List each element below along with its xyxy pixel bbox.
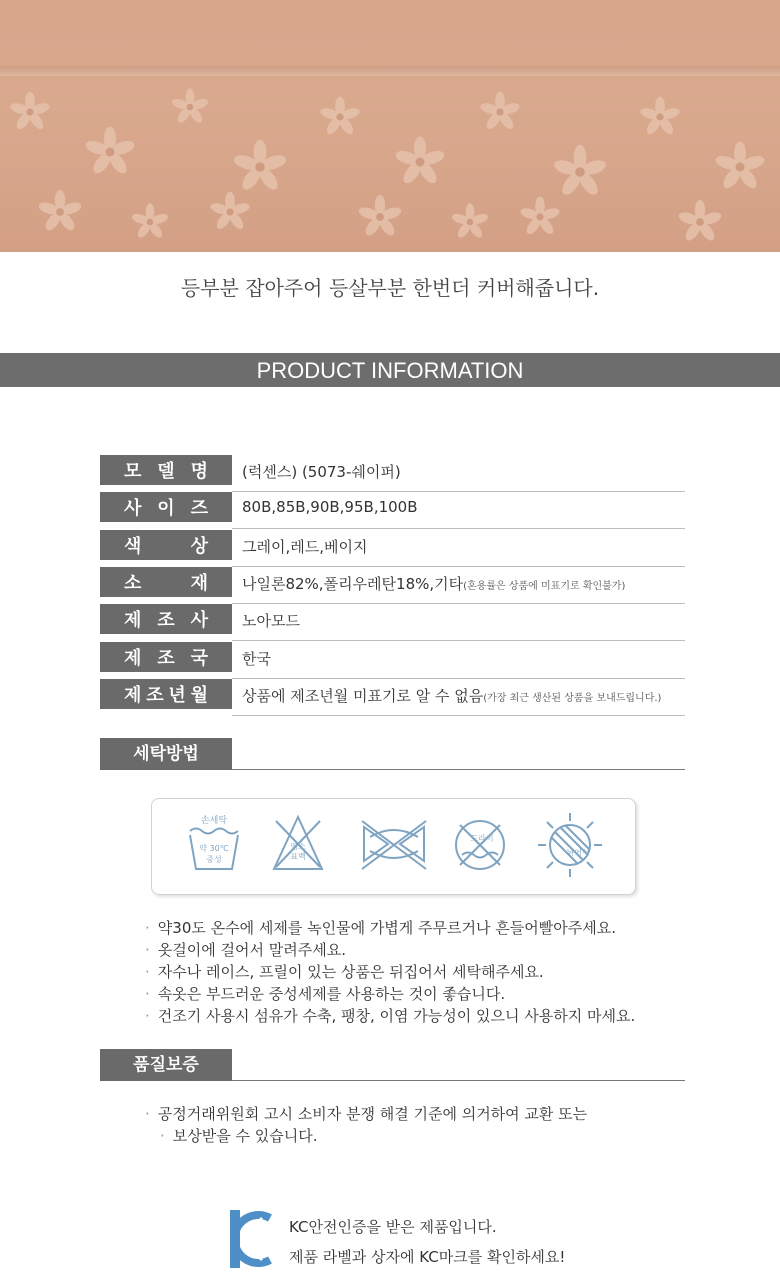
wash-note: · 건조기 사용시 섬유가 수축, 팽창, 이염 가능성이 있으니 사용하지 마세요. [145, 1005, 635, 1026]
spec-label-char: 년 [168, 685, 186, 706]
kc-text-line2: 제품 라벨과 상자에 KC마크를 확인하세요! [289, 1248, 566, 1266]
washing-title: 세탁방법 [100, 738, 232, 770]
spec-label-char: 제 [124, 648, 142, 669]
spec-label-char: 월 [190, 685, 208, 706]
no-bleach-icon [274, 817, 322, 869]
spec-label-char: 델 [157, 461, 175, 482]
spec-label [100, 604, 232, 634]
spec-value-text: 나일론82%,폴리우레탄18%,기타 [242, 575, 464, 593]
spec-label-char: 조 [146, 685, 164, 706]
lace-pattern [0, 72, 780, 252]
spec-value-text: 그레이,레드,베이지 [242, 538, 368, 556]
spec-note: (가장 최근 생산된 상품을 보내드립니다.) [483, 693, 662, 704]
chlorine-label: 염소 [290, 842, 306, 851]
spec-value-text: 노아모드 [242, 612, 300, 630]
kc-mark-icon [228, 1208, 272, 1270]
spec-label-char: 조 [157, 610, 175, 631]
spec-label [100, 567, 232, 597]
no-dry-clean-icon [456, 821, 504, 869]
spec-label-char: 사 [190, 610, 208, 631]
spec-value-text: 상품에 제조년월 미표기로 알 수 없음 [242, 687, 484, 705]
quality-note: · 공정거래위원회 고시 소비자 분쟁 해결 기준에 의거하여 교환 또는 [145, 1103, 587, 1124]
spec-label-char: 명 [190, 461, 208, 482]
spec-label-char: 이 [157, 498, 175, 519]
dry-flat-shade-icon [538, 813, 602, 877]
spec-value-text: (럭센스) (5073-쉐이퍼) [242, 463, 401, 481]
spec-row [100, 642, 685, 672]
spec-label [100, 492, 232, 522]
spec-label-char: 사 [124, 498, 142, 519]
spec-label [100, 530, 232, 560]
hand-wash-icon [190, 814, 238, 869]
spec-row [100, 604, 685, 634]
photo-caption: 등부분 잡아주어 등살부분 한번더 커버해줍니다. [180, 276, 600, 300]
temp-label: 약 30℃ [199, 844, 229, 853]
bleach-label: 표백 [290, 852, 306, 861]
spec-label [100, 455, 232, 485]
spec-label [100, 679, 232, 709]
spec-label-char: 제 [124, 610, 142, 631]
spec-label-char: 소 [124, 573, 142, 594]
quality-title: 품질보증 [100, 1049, 232, 1081]
spec-value [242, 498, 418, 516]
product-photo [0, 0, 780, 252]
spec-value [242, 610, 300, 631]
no-wring-icon [362, 821, 426, 869]
spec-label-char: 상 [190, 536, 208, 557]
spec-row [100, 492, 685, 522]
neutral-label: 중성 [206, 855, 222, 864]
spec-row [100, 455, 685, 485]
spec-label-char: 재 [190, 573, 208, 594]
spec-label-char: 모 [124, 461, 142, 482]
washing-section-header [100, 738, 685, 770]
spec-value [242, 461, 401, 482]
spec-value [242, 685, 661, 706]
kc-text-line1: KC안전인증을 받은 제품입니다. [289, 1218, 497, 1236]
spec-label [100, 642, 232, 672]
dry-clean-label: 드라이 [470, 834, 494, 843]
lay-flat-label: 뉘어서 [566, 848, 590, 857]
spec-value-text: 80B,85B,90B,95B,100B [242, 498, 418, 516]
spec-value [242, 573, 625, 594]
quality-note-continued: · 보상받을 수 있습니다. [160, 1125, 318, 1146]
wash-note: · 자수나 레이스, 프릴이 있는 상품은 뒤집어서 세탁해주세요. [145, 961, 544, 982]
spec-label-char: 조 [157, 648, 175, 669]
hand-wash-label: 손세탁 [200, 816, 228, 826]
wash-note: · 옷걸이에 걸어서 말려주세요. [145, 939, 346, 960]
spec-row [100, 530, 685, 560]
spec-value [242, 648, 271, 669]
care-icons-panel [151, 798, 636, 895]
product-information-header: PRODUCT INFORMATION [0, 353, 780, 387]
wash-note: · 속옷은 부드러운 중성세제를 사용하는 것이 좋습니다. [145, 983, 505, 1004]
spec-value-text: 한국 [242, 650, 271, 668]
spec-note: (혼용률은 상품에 미표기로 확인불가) [463, 581, 626, 592]
spec-value [242, 536, 367, 557]
spec-row [100, 567, 685, 597]
wash-note: · 약30도 온수에 세제를 녹인물에 가볍게 주무르거나 흔들어빨아주세요. [145, 917, 616, 938]
quality-section-header [100, 1049, 685, 1081]
spec-label-char: 제 [124, 685, 142, 706]
spec-label-char: 국 [190, 648, 208, 669]
spec-label-char: 색 [124, 536, 142, 557]
spec-label-char: 즈 [190, 498, 208, 519]
spec-row [100, 679, 685, 709]
